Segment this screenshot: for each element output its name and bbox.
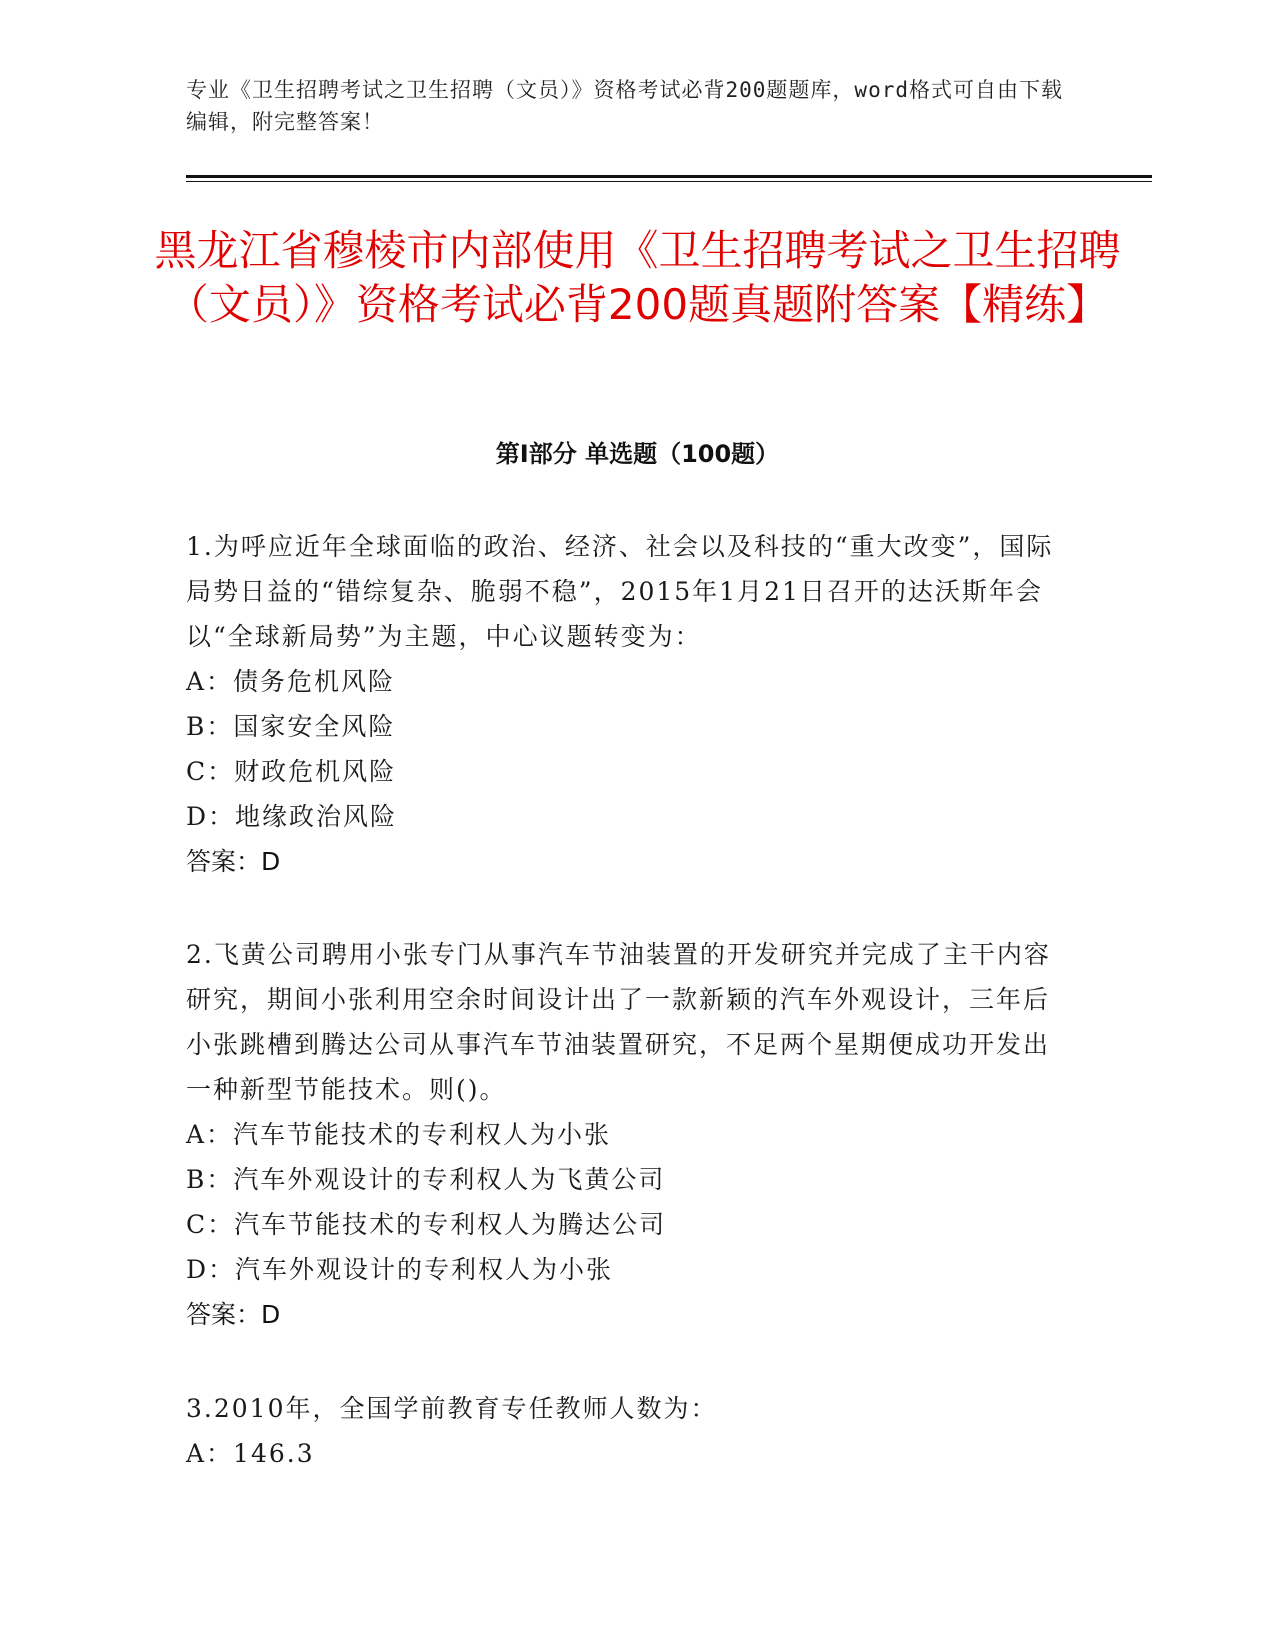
option-d: D：汽车外观设计的专利权人为小张 [186,1255,614,1284]
option-a: A：债务危机风险 [186,667,396,696]
option-b: B：国家安全风险 [186,712,396,741]
option-a: A：汽车节能技术的专利权人为小张 [186,1120,612,1149]
header-note: 专业《卫生招聘考试之卫生招聘（文员）》资格考试必背200题题库，word格式可自由下载编辑，附完整答案！ [186,78,1063,134]
question-stem: 2.飞黄公司聘用小张专门从事汽车节油装置的开发研究并完成了主干内容研究，期间小张利用空余时间设计出了一款新颖的汽车外观设计，三年后小张跳槽到腾达公司从事汽车节油装置研究，不足两个星期便成功开发出一种新型节能技术。则()。 [186,940,1051,1104]
option-c: C：财政危机风险 [186,757,397,786]
question-stem: 3.2010年，全国学前教育专任教师人数为： [186,1394,718,1423]
option-a: A：146.3 [186,1439,315,1468]
question-3 [186,1386,1066,1476]
question-stem: 1.为呼应近年全球面临的政治、经济、社会以及科技的“重大改变”，国际局势日益的“错综复杂、脆弱不稳”，2015年1月21日召开的达沃斯年会以“全球新局势”为主题，中心议题转变为： [186,532,1054,651]
document-title: 黑龙江省穆棱市内部使用《卫生招聘考试之卫生招聘（文员）》资格考试必背200题真题附答案【精练】 [154,226,1121,329]
option-b: B：汽车外观设计的专利权人为飞黄公司 [186,1165,666,1194]
question-1 [186,524,1066,884]
option-c: C：汽车节能技术的专利权人为腾达公司 [186,1210,667,1239]
question-2 [186,932,1066,1337]
option-d: D：地缘政治风险 [186,802,398,831]
header-divider-thick [186,175,1152,178]
header-divider-thin [186,181,1152,182]
section-title: 第Ⅰ部分 单选题（100题） [495,440,780,468]
answer: 答案：D [186,847,281,876]
answer: 答案：D [186,1300,281,1329]
